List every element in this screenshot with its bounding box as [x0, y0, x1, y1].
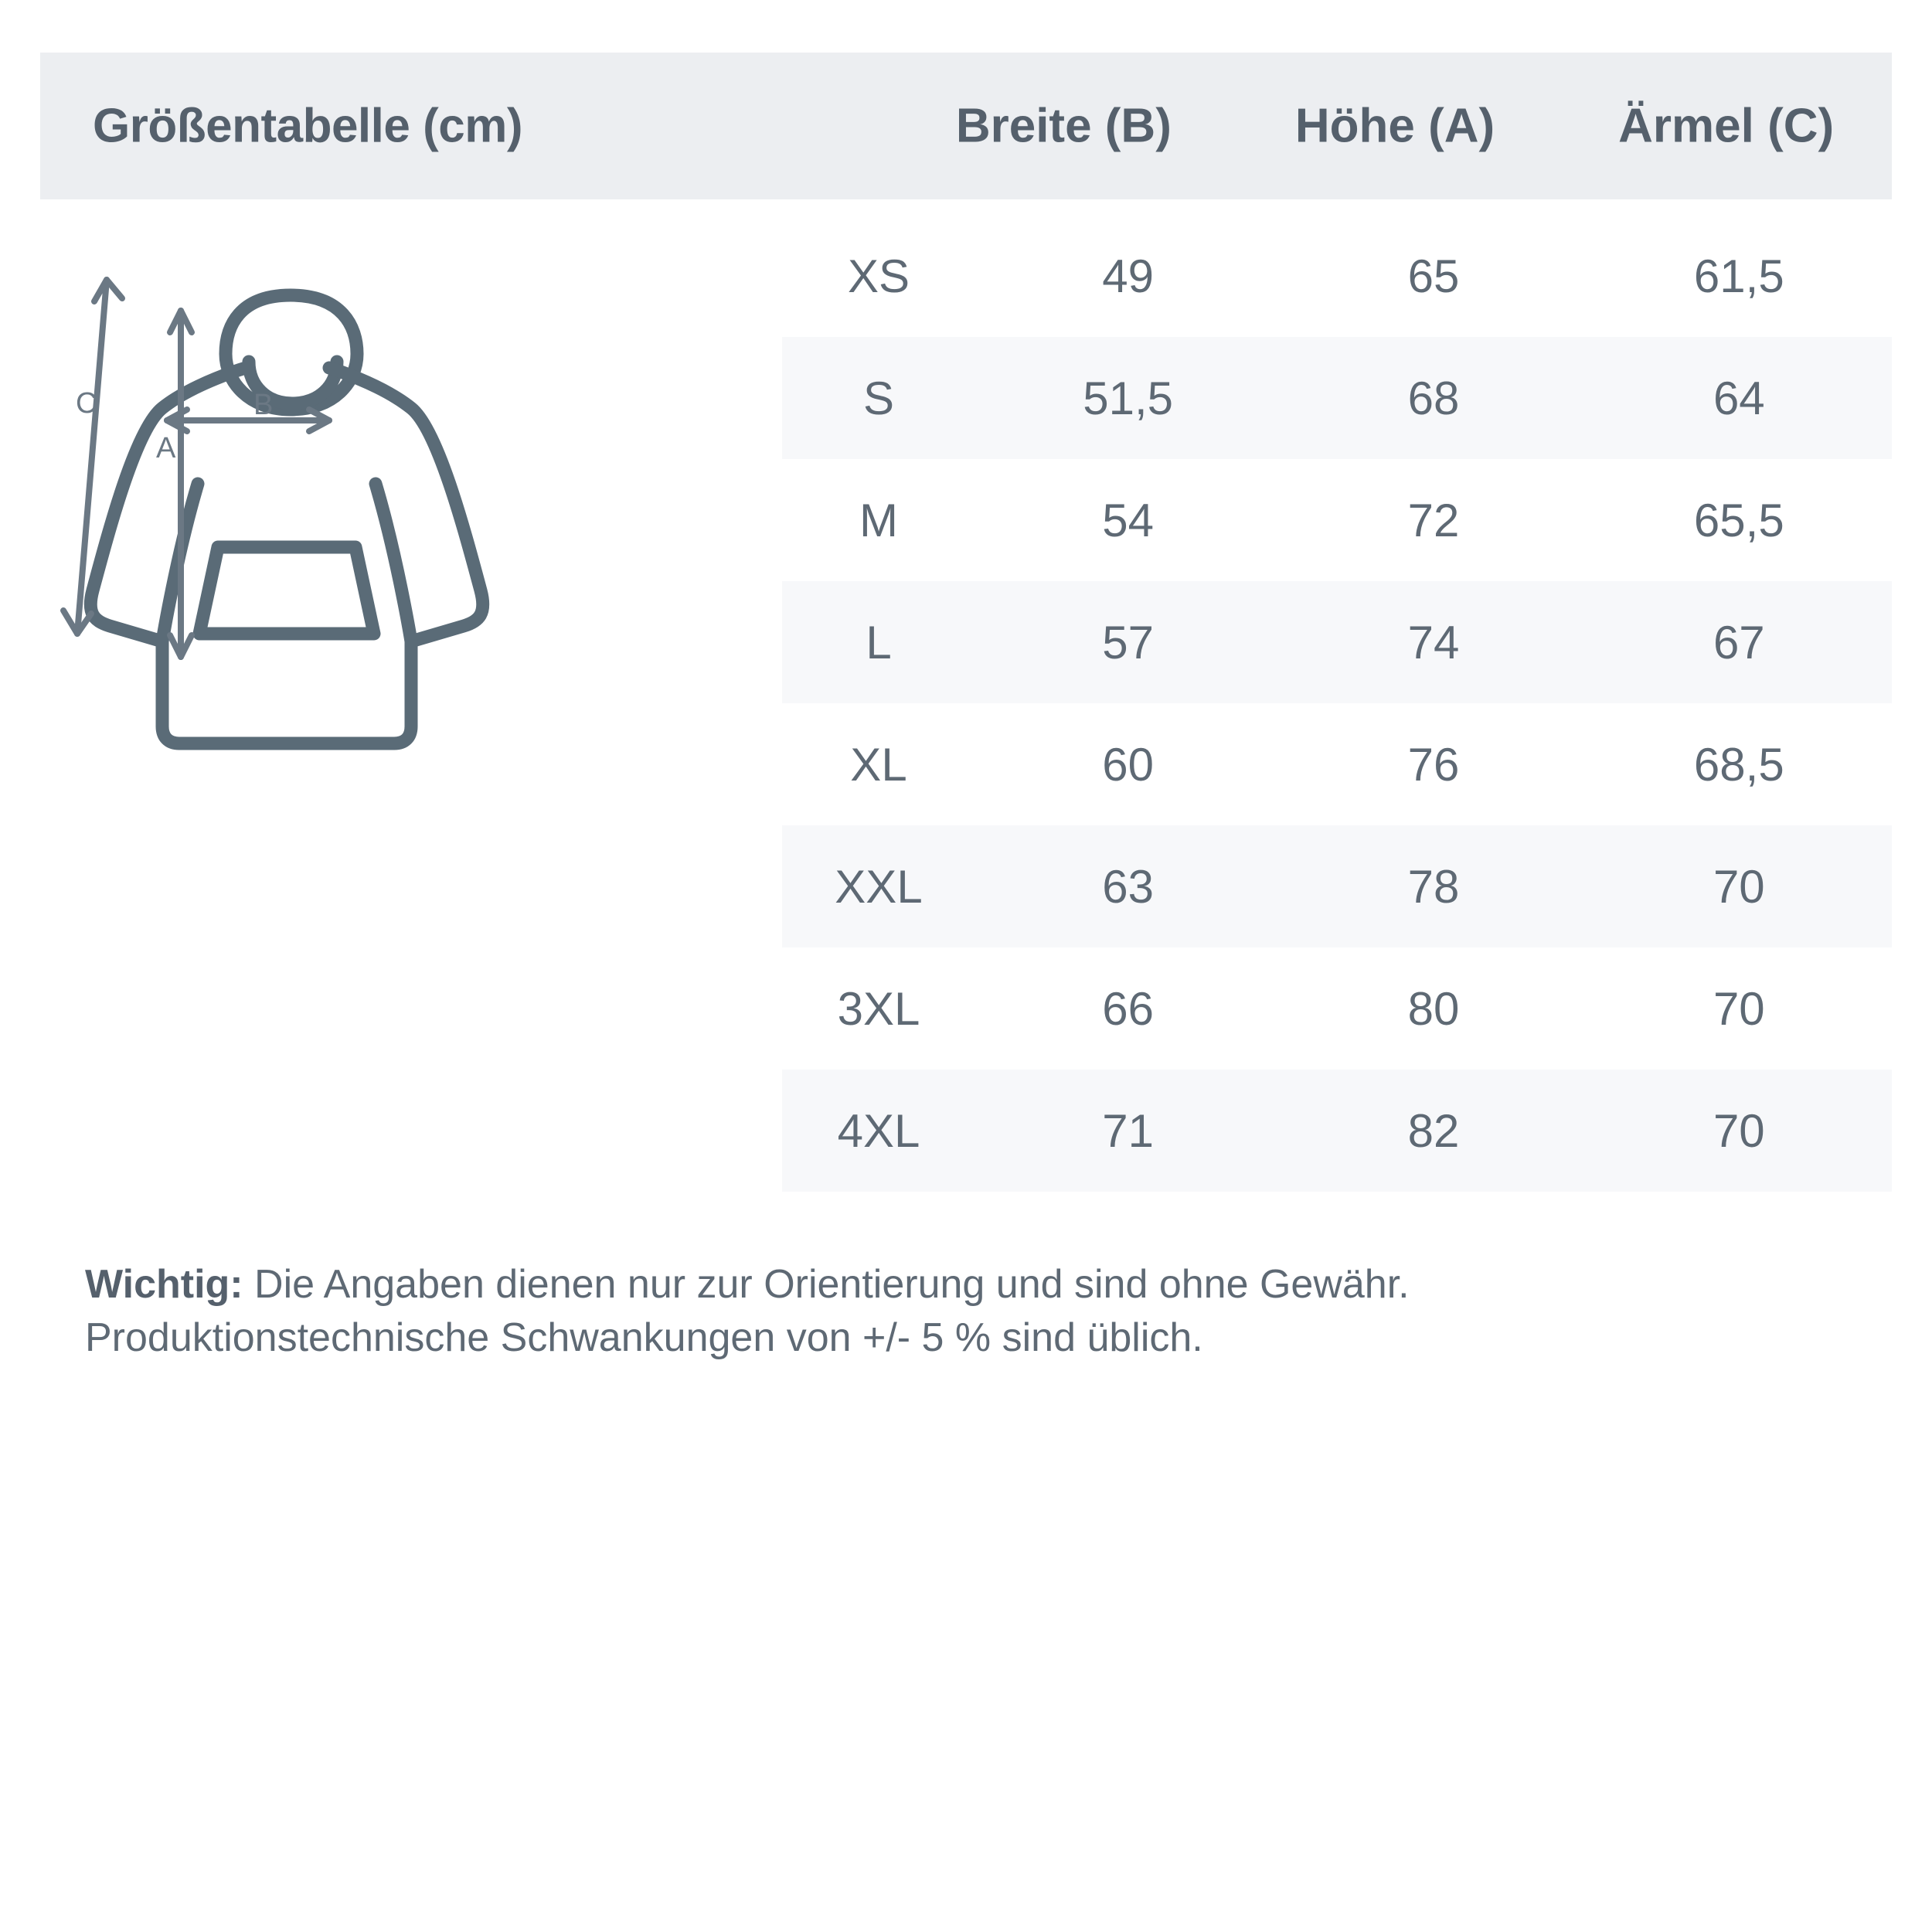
column-header-breite: Breite (B) — [955, 99, 1172, 153]
size-table — [782, 215, 1892, 1192]
cell-hoehe: 82 — [1407, 1104, 1460, 1157]
cell-size: XS — [847, 250, 910, 302]
diagram-label-b: B — [253, 389, 274, 421]
cell-aermel: 65,5 — [1693, 494, 1784, 546]
table-row — [782, 337, 1892, 459]
footnote-lead: Wichtig: — [85, 1262, 243, 1307]
column-header-hoehe: Höhe (A) — [1294, 99, 1495, 153]
table-row — [782, 215, 1892, 337]
cell-breite: 63 — [1102, 860, 1155, 913]
table-row — [782, 1070, 1892, 1192]
cell-aermel: 67 — [1713, 616, 1765, 668]
cell-hoehe: 76 — [1407, 738, 1460, 791]
cell-hoehe: 65 — [1407, 250, 1460, 302]
cell-breite: 60 — [1102, 738, 1155, 791]
hoodie-measurement-diagram — [46, 224, 788, 811]
column-headers — [898, 99, 1892, 154]
diagram-label-c: C — [76, 387, 97, 420]
cell-breite: 54 — [1102, 494, 1155, 546]
cell-breite: 57 — [1102, 616, 1155, 668]
page-title: Größentabelle (cm) — [93, 99, 522, 153]
cell-size: 3XL — [837, 982, 920, 1035]
footnote-line2: Produktionstechnische Schwankungen von +/- 5 % sind üblich. — [85, 1315, 1203, 1360]
cell-breite: 49 — [1102, 250, 1155, 302]
cell-size: M — [859, 494, 898, 546]
cell-aermel: 70 — [1713, 982, 1765, 1035]
cell-aermel: 68,5 — [1693, 738, 1784, 791]
cell-size: 4XL — [837, 1104, 920, 1157]
table-row — [782, 703, 1892, 825]
cell-hoehe: 78 — [1407, 860, 1460, 913]
cell-size: S — [862, 372, 895, 424]
cell-size: L — [866, 616, 892, 668]
cell-aermel: 70 — [1713, 860, 1765, 913]
cell-hoehe: 74 — [1407, 616, 1460, 668]
cell-hoehe: 80 — [1407, 982, 1460, 1035]
size-chart-header — [40, 53, 1892, 199]
cell-breite: 71 — [1102, 1104, 1155, 1157]
cell-aermel: 64 — [1713, 372, 1765, 424]
cell-size: XXL — [835, 860, 923, 913]
cell-hoehe: 72 — [1407, 494, 1460, 546]
table-row — [782, 581, 1892, 703]
table-row — [782, 947, 1892, 1070]
cell-size: XL — [850, 738, 907, 791]
footnote-line1: Die Angaben dienen nur zur Orientierung und sind ohne Gewähr. — [243, 1262, 1410, 1307]
table-row — [782, 825, 1892, 947]
column-header-aermel: Ärmel (C) — [1618, 99, 1835, 153]
cell-aermel: 61,5 — [1693, 250, 1784, 302]
cell-breite: 51,5 — [1083, 372, 1174, 424]
footnote — [85, 1258, 1862, 1364]
cell-breite: 66 — [1102, 982, 1155, 1035]
table-row — [782, 459, 1892, 581]
cell-aermel: 70 — [1713, 1104, 1765, 1157]
diagram-label-a: A — [156, 432, 176, 464]
cell-hoehe: 68 — [1407, 372, 1460, 424]
